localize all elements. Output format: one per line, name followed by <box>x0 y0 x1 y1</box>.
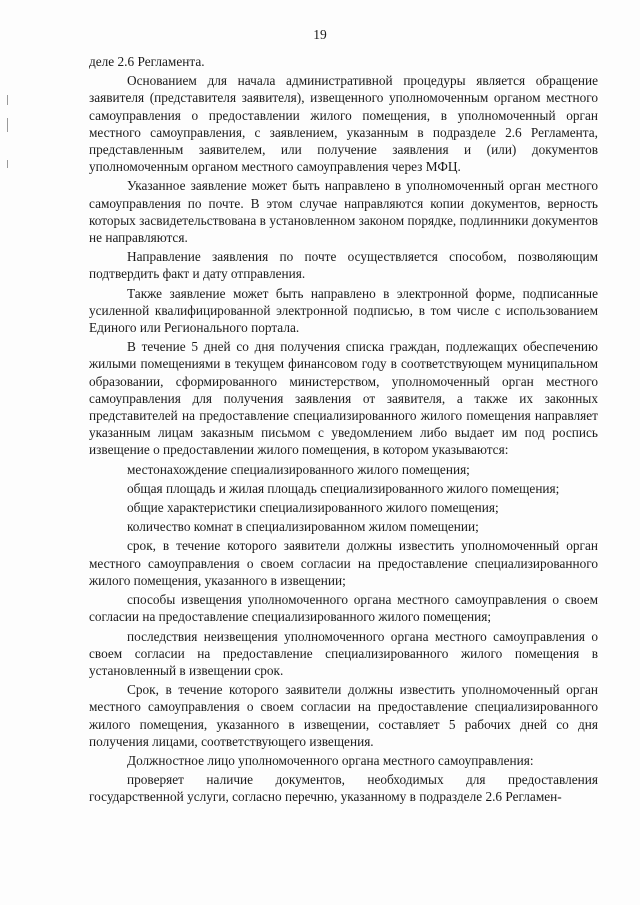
paragraph: деле 2.6 Регламента. <box>89 54 205 69</box>
document-body <box>89 53 598 808</box>
paragraph: Срок, в течение которого заявители должны известить уполномоченный орган местного самоуправления о своем согласии на предоставление специализированного жилого помещения, указанного в извещении, составляет 5 рабочих дней со дня получения лицами, соответствующего извещения. <box>89 682 598 749</box>
list-item: общие характеристики специализированного жилого помещения; <box>127 500 499 516</box>
paragraph: Основанием для начала административной процедуры является обращение заявителя (представителя заявителя), извещенного уполномоченным органом местного самоуправления о предоставлении жилого помещения, в уполномоченный орган местного самоуправления, с заявлением, указанным в подразделе 2.6 Регламента, представленным заявителем, или получение заявления и (или) документов уполномоченным органом местного самоуправления через МФЦ. <box>89 73 598 175</box>
list-item: общая площадь и жилая площадь специализированного жилого помещения; <box>127 480 560 496</box>
scan-edge-mark <box>7 118 8 132</box>
paragraph: Также заявление может быть направлено в электронной форме, подписанные усиленной квалифицированной электронной подписью, в том числе с использованием Единого или Регионального портала. <box>89 285 598 336</box>
paragraph: Должностное лицо уполномоченного органа местного самоуправления: <box>127 752 534 768</box>
list-item: последствия неизвещения уполномоченного органа местного самоуправления о своем согласии на предоставление специализированного жилого помещения в установленный в извещении срок. <box>89 628 598 678</box>
list-item: количество комнат в специализированном жилом помещении; <box>127 519 479 535</box>
scan-edge-mark <box>7 160 8 168</box>
page-number: 19 <box>313 27 327 42</box>
paragraph: Направление заявления по почте осуществляется способом, позволяющим подтвердить факт и дату отправления. <box>89 249 598 282</box>
paragraph: В течение 5 дней со дня получения списка граждан, подлежащих обеспечению жилыми помещениями в текущем финансовом году в соответствующем муниципальном образовании, сформированного министерством, уполномоченный орган местного самоуправления для получения заявления от заявителя, а также их законных представителей на предоставление специализированного жилого помещения направляет указанным лицам заказным письмом с уведомлением либо выдает им под роспись извещение о предоставлении жилого помещения, в котором указываются: <box>89 339 598 458</box>
list-item: местонахождение специализированного жилого помещения; <box>127 461 470 477</box>
list-item: проверяет наличие документов, необходимых для предоставления государственной услуги, согласно перечню, указанному в подразделе 2.6 Регламен- <box>89 772 598 805</box>
list-item: способы извещения уполномоченного органа местного самоуправления о своем согласии на предоставление специализированного жилого помещения; <box>89 592 598 625</box>
scan-edge-mark <box>7 95 8 105</box>
paragraph: Указанное заявление может быть направлено в уполномоченный орган местного самоуправления по почте. В этом случае направляются копии документов, верность которых засвидетельствована в установленном законом порядке, подлинники документов не направляются. <box>89 178 598 246</box>
list-item: срок, в течение которого заявители должны известить уполномоченный орган местного самоуправления о своем согласии на предоставление специализированного жилого помещения, указанного в извещении; <box>89 538 598 588</box>
